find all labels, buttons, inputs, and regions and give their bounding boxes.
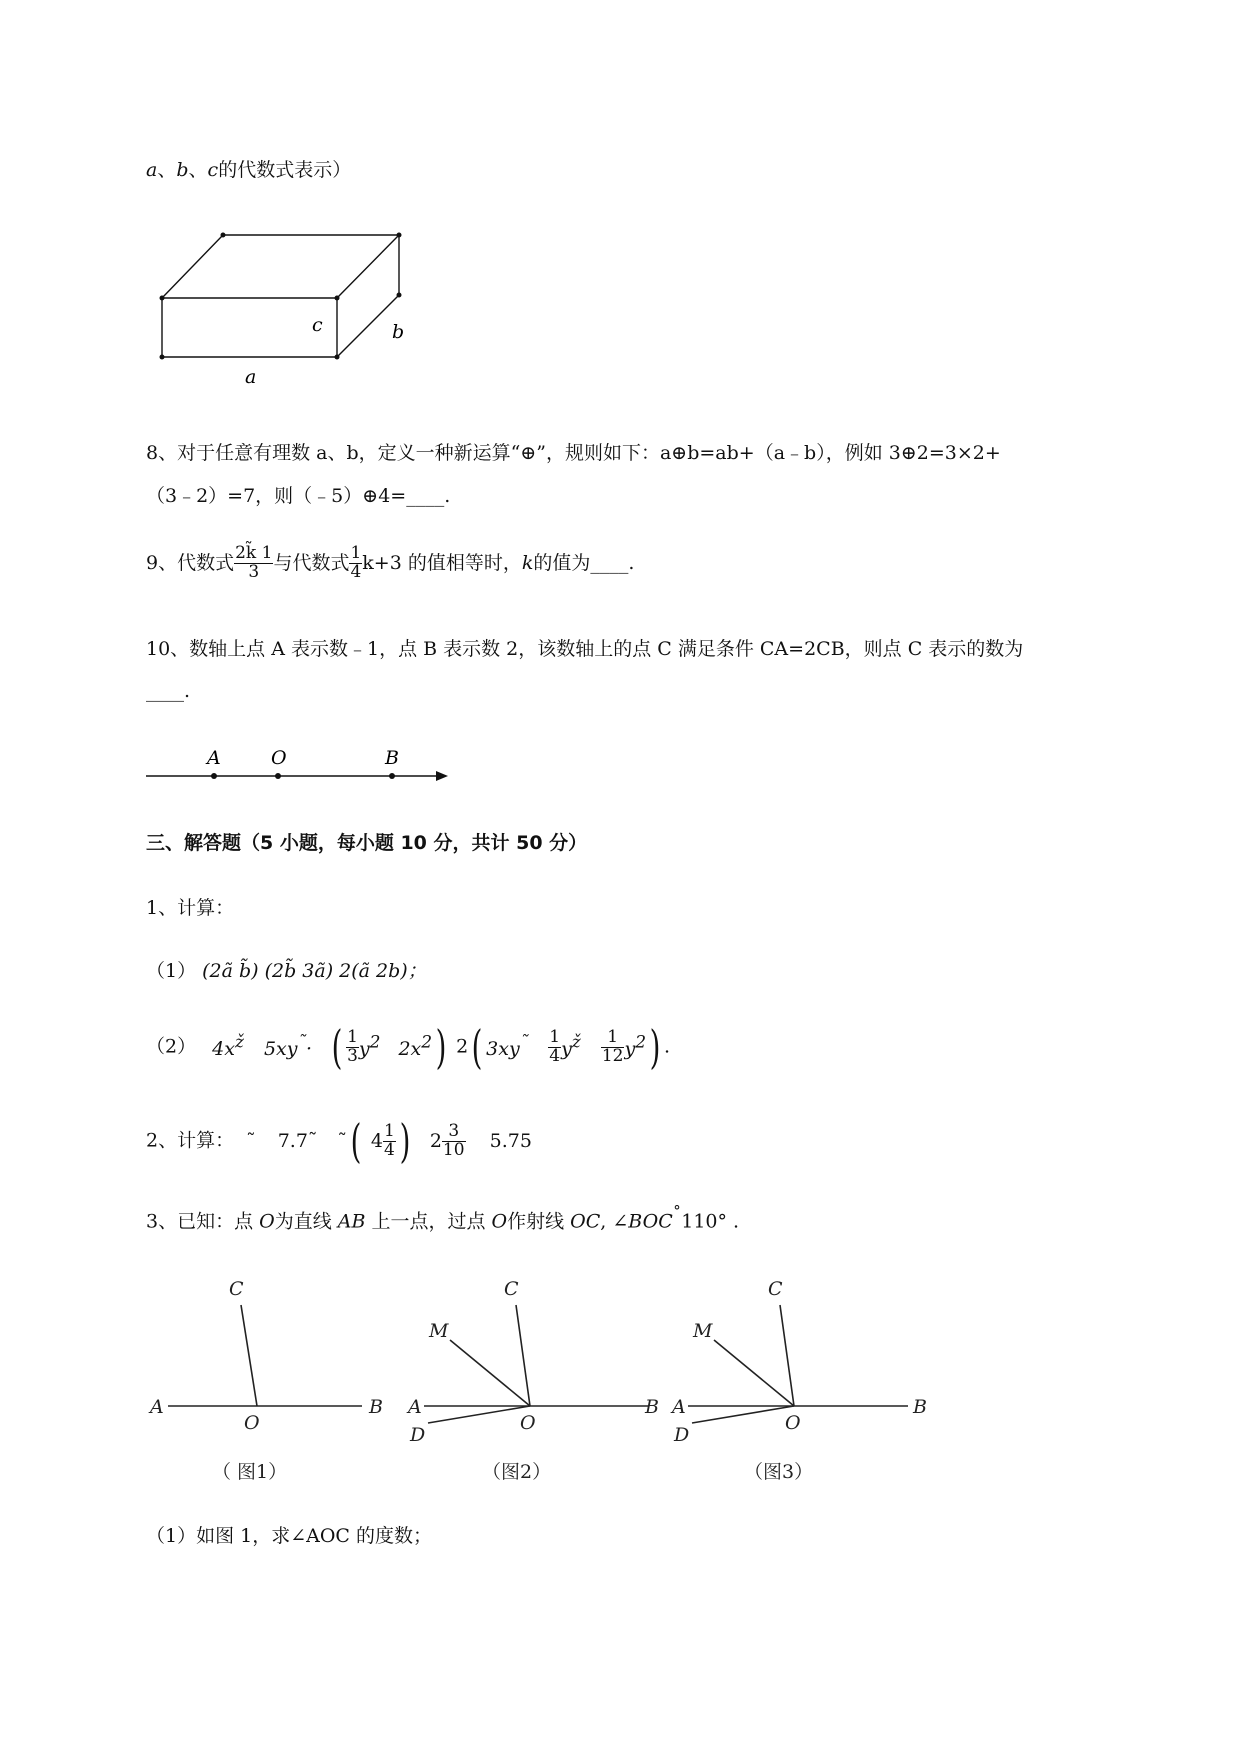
number: 7.7 <box>277 1129 308 1152</box>
angle-figures <box>140 1265 940 1495</box>
term-text: 2x <box>398 1038 422 1061</box>
var-AB: AB <box>337 1210 366 1233</box>
number: 5.75 <box>489 1129 532 1152</box>
superscript: 2 <box>421 1032 433 1053</box>
superscript: ž <box>234 1032 244 1053</box>
fig2-ray-OC <box>516 1305 530 1406</box>
var-OC: OC <box>570 1210 601 1233</box>
q8-line2-text: （3﹣2）=7，则（﹣5）⊕4= <box>146 485 407 507</box>
term-text: 4x <box>212 1038 235 1061</box>
cuboid-label-a: a <box>245 366 257 388</box>
cuboid-front-face <box>162 298 337 357</box>
fraction <box>548 1026 561 1066</box>
point-B <box>389 773 395 779</box>
label-O: O <box>271 747 287 769</box>
q9-mid: 与代数式 <box>273 551 350 574</box>
term-text: y <box>624 1038 636 1061</box>
sign-mark: ˚ <box>672 1205 682 1225</box>
term <box>486 1032 529 1061</box>
cuboid-figure <box>150 225 450 395</box>
fraction-numerator: 1 <box>601 1029 625 1048</box>
superscript: 2 <box>369 1032 381 1053</box>
fraction-numerator: 1 <box>549 1026 561 1047</box>
p3-text: 作射线 <box>507 1210 571 1233</box>
q7-tail-text: 的代数式表示） <box>218 159 352 181</box>
sign-mark: ˜ <box>337 1129 347 1152</box>
var-O: O <box>491 1210 508 1233</box>
fraction-denominator: 3 <box>347 1045 358 1066</box>
arrow-right-icon <box>436 771 448 781</box>
label-B: B <box>385 747 399 769</box>
period: . <box>727 1210 740 1233</box>
term <box>358 1032 381 1061</box>
p3-text: 3、已知：点 <box>146 1210 260 1233</box>
term-text: y <box>561 1038 572 1061</box>
q9-prefix: 9、代数式 <box>146 551 235 574</box>
fig3-ray-OM <box>714 1340 794 1406</box>
cuboid-label-b: b <box>392 321 405 343</box>
superscript: ˜ <box>519 1032 529 1053</box>
fraction-numerator: 1 <box>347 1026 358 1047</box>
fig3-label-A: A <box>672 1396 686 1418</box>
fig3-label-M: M <box>693 1320 713 1342</box>
separator: 、 <box>157 159 177 181</box>
fraction-denominator: 10 <box>442 1139 465 1160</box>
right-paren: ) <box>399 1114 411 1168</box>
term-text: y <box>358 1038 370 1061</box>
dot-mark: · <box>306 1038 313 1061</box>
fig1-label-C: C <box>229 1278 244 1300</box>
superscript: 2 <box>635 1032 647 1053</box>
fig2-label-B: B <box>645 1396 659 1418</box>
fraction-denominator: 4 <box>549 1045 561 1066</box>
q8-line2 <box>146 485 450 508</box>
fig3-ray-OD <box>692 1406 794 1423</box>
var-O: O <box>259 1210 275 1233</box>
fraction-numerator: 2k̃ 1 <box>235 543 273 563</box>
p3-text: 为直线 <box>274 1210 338 1233</box>
cuboid-label-c: c <box>312 314 323 336</box>
q9-line <box>146 545 634 582</box>
fig3-ray-OC <box>780 1305 794 1406</box>
term <box>398 1032 433 1061</box>
p1-title: 1、计算： <box>146 897 235 919</box>
var-c: c <box>207 159 219 181</box>
label-A: A <box>207 747 221 769</box>
cuboid-edge <box>337 295 399 357</box>
left-paren: ( <box>350 1114 362 1168</box>
term-text: 5xy <box>263 1038 298 1061</box>
fig2-label-D: D <box>410 1424 426 1446</box>
fraction <box>601 1026 625 1066</box>
fig2-caption: （图2） <box>482 1461 552 1483</box>
separator: 、 <box>188 159 208 181</box>
fraction-numerator: 3 <box>442 1123 466 1142</box>
q8-line1: 8、对于任意有理数 a、b，定义一种新运算“⊕”，规则如下：a⊕b=ab+（a﹣b），例如 3⊕2=3×2+ <box>146 442 1001 464</box>
p1-sub1 <box>146 960 427 983</box>
fig3-caption: （图3） <box>744 1461 814 1483</box>
term <box>212 1032 244 1061</box>
point-A <box>211 773 217 779</box>
fraction-denominator: 12 <box>601 1045 624 1066</box>
q9-suffix: 的值为 <box>533 551 591 574</box>
comma: , <box>600 1210 607 1233</box>
var-a: a <box>146 159 158 181</box>
left-paren: ( <box>471 1020 483 1074</box>
fig1-label-A: A <box>150 1396 164 1418</box>
q10-line2 <box>146 680 190 703</box>
fraction <box>234 545 273 582</box>
superscript: ˜ <box>297 1032 307 1053</box>
answer-blank[interactable]: ____ <box>146 680 184 702</box>
fig3-label-C: C <box>768 1278 783 1300</box>
p3-q1: （1）如图 1，求∠AOC 的度数； <box>146 1525 433 1547</box>
fig2-ray-OM <box>450 1340 530 1406</box>
fig1-caption: （ 图1） <box>212 1461 288 1483</box>
q10-line1: 10、数轴上点 A 表示数﹣1，点 B 表示数 2，该数轴上的点 C 满足条件 CA=2CB，则点 C 表示的数为 <box>146 638 1024 660</box>
answer-blank[interactable]: ____ <box>590 551 629 574</box>
term-text: 3xy <box>486 1038 520 1061</box>
var-b: b <box>176 159 189 181</box>
term <box>624 1032 647 1061</box>
fig2-label-M: M <box>429 1320 449 1342</box>
q9-after: k+3 的值相等时， <box>362 551 522 574</box>
sub-label: （1） <box>146 960 197 982</box>
right-paren: ) <box>649 1020 661 1074</box>
fraction <box>349 545 362 582</box>
fig2-label-C: C <box>504 1278 519 1300</box>
sign-mark: ˜ <box>246 1129 256 1152</box>
var-k: k <box>521 551 534 574</box>
period: . <box>628 551 635 574</box>
fig1-label-B: B <box>369 1396 383 1418</box>
fraction-numerator: 1 <box>350 543 362 563</box>
fig3-label-D: D <box>674 1424 690 1446</box>
cuboid-edge <box>337 235 399 298</box>
coefficient: 2 <box>456 1035 469 1058</box>
point-O <box>275 773 281 779</box>
degree-value: 110° <box>681 1210 728 1233</box>
fraction-denominator: 4 <box>384 1139 395 1160</box>
p3-line <box>146 1205 739 1233</box>
term <box>263 1032 313 1061</box>
fraction-denominator: 3 <box>248 561 260 582</box>
angle-BOC: ∠BOC <box>612 1210 673 1233</box>
p2-title: 2、计算： <box>146 1129 235 1152</box>
fraction <box>346 1026 359 1066</box>
sub-label: （2） <box>146 1035 197 1058</box>
fig2-label-O: O <box>520 1412 536 1434</box>
mixed-whole: 4 <box>370 1129 383 1152</box>
sign-mark: ˜ <box>307 1129 318 1152</box>
answer-blank[interactable]: ____ <box>406 485 445 507</box>
number-line-figure <box>140 745 460 795</box>
period: . <box>184 680 191 702</box>
fig2-label-A: A <box>408 1396 422 1418</box>
p2-line <box>146 1114 532 1168</box>
superscript: ž <box>571 1032 581 1053</box>
period: . <box>444 485 451 507</box>
fig3-label-B: B <box>913 1396 927 1418</box>
p1-sub2 <box>146 1020 671 1074</box>
section-heading: 三、解答题（5 小题，每小题 10 分，共计 50 分） <box>146 832 588 854</box>
period: . <box>663 1035 671 1058</box>
left-paren: ( <box>331 1020 343 1074</box>
term <box>561 1032 581 1061</box>
fig3-label-O: O <box>785 1412 801 1434</box>
q7-tail-line <box>146 159 351 182</box>
right-paren: ) <box>435 1020 447 1074</box>
p3-text: 上一点，过点 <box>365 1210 492 1233</box>
p1-sub1-expr: (2ã b̃) (2b̃ 3ã) 2(ã 2b)； <box>202 960 427 982</box>
mixed-whole: 2 <box>429 1129 442 1152</box>
fig1-label-O: O <box>244 1412 260 1434</box>
fraction-numerator: 1 <box>384 1120 395 1141</box>
cuboid-edge <box>162 235 223 298</box>
fraction-denominator: 4 <box>350 561 362 582</box>
fig2-ray-OD <box>428 1406 530 1423</box>
fraction <box>383 1120 396 1160</box>
fig1-ray-OC <box>241 1305 257 1406</box>
fraction <box>442 1120 466 1160</box>
